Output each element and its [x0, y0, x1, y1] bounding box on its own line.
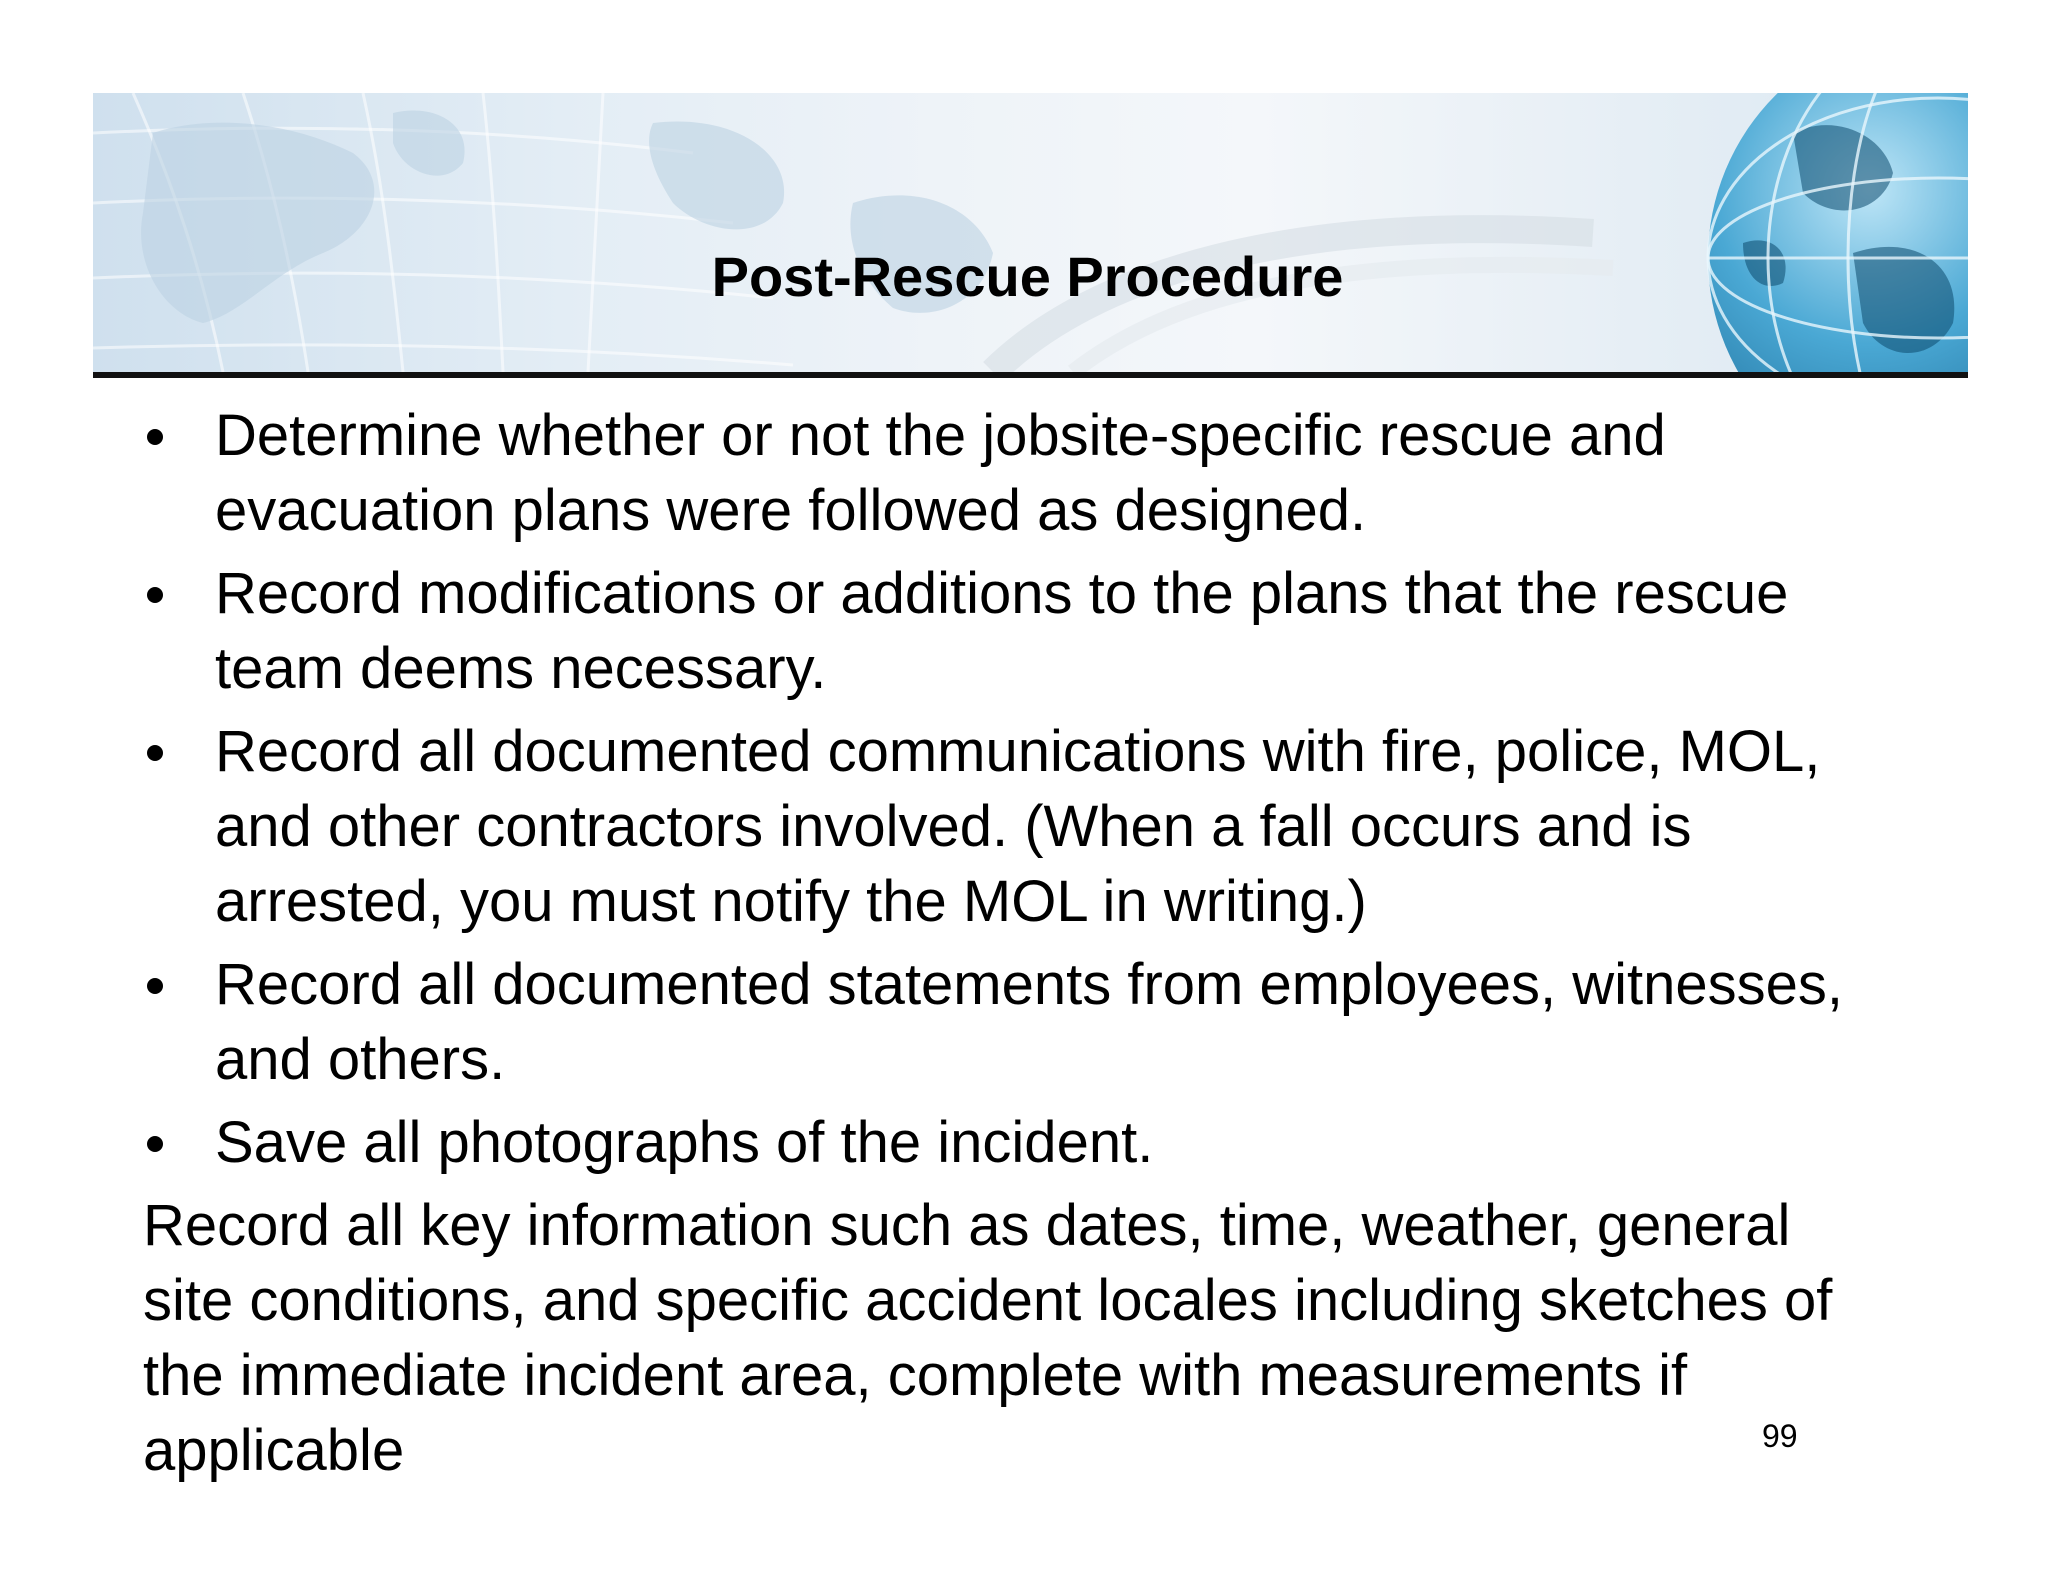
bullet-item: [143, 714, 1923, 939]
bullet-item: [143, 1105, 1923, 1180]
bullet-text: Determine whether or not the jobsite-specific rescue and evacuation plans were followed as designed.: [215, 403, 1666, 543]
slide-body: [143, 398, 1923, 1488]
bullet-text: Record all documented communications with fire, police, MOL, and other contractors involved. (When a fall occurs and is arrested, you must notify the MOL in writing.): [215, 719, 1821, 934]
bullet-icon: [147, 429, 163, 445]
bullet-item: [143, 556, 1923, 706]
bullet-icon: [147, 1136, 163, 1152]
bullet-icon: [147, 745, 163, 761]
summary-paragraph: Record all key information such as dates, time, weather, general site conditions, and specific accident locales including sketches of the immediate incident area, complete with measurements if applicable: [143, 1193, 1833, 1483]
header-banner: [93, 93, 1968, 372]
title-divider: [93, 372, 1968, 378]
bullet-text: Record all documented statements from employees, witnesses, and others.: [215, 952, 1843, 1092]
bullet-icon: [147, 978, 163, 994]
bullet-list: [143, 398, 1923, 1180]
bullet-item: [143, 947, 1923, 1097]
bullet-text: Record modifications or additions to the plans that the rescue team deems necessary.: [215, 561, 1789, 701]
bullet-text: Save all photographs of the incident.: [215, 1110, 1154, 1175]
slide-title: Post-Rescue Procedure: [711, 245, 1344, 308]
page-number: 99: [1762, 1418, 1798, 1454]
bullet-item: [143, 398, 1923, 548]
bullet-icon: [147, 587, 163, 603]
globe-map-background-image: [93, 93, 1968, 372]
